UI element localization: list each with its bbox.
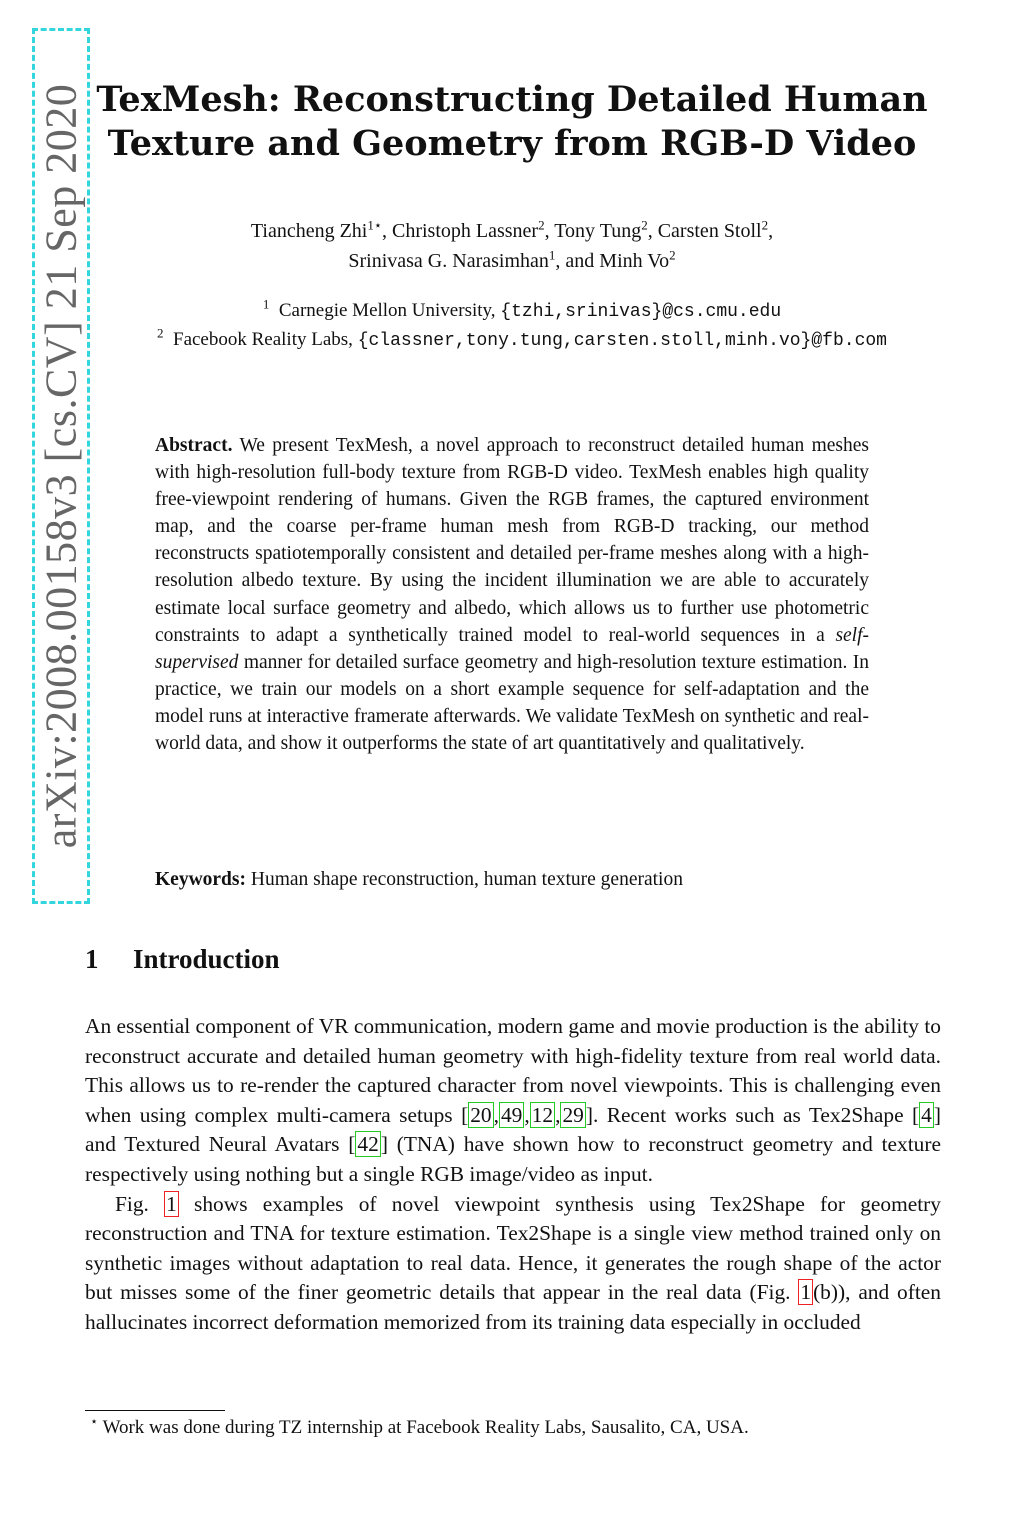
title-line-2: Texture and Geometry from RGB-D Video (107, 123, 917, 164)
affiliation-name: Facebook Reality Labs, (173, 329, 353, 350)
paragraph-text: ] and Textured Neural Avatars [ (85, 1102, 941, 1157)
affiliation-email[interactable]: {tzhi,srinivas}@cs.cmu.edu (500, 302, 782, 322)
author-list: Tiancheng Zhi$^{1⋆}$, Christoph Lassner$^2$, Tony Tung$^2$, Carsten Stoll$^2$, Srinivasa G. Narasimhan$^1$, and Minh Vo$^2$ (250, 217, 774, 272)
abstract-emphasis: self-supervised (155, 624, 870, 673)
affiliation-email[interactable]: {classner,tony.tung,carsten.stoll,minh.vo}@fb.com (357, 331, 887, 351)
paragraph-text: (b)), and often hallucinates incorrect deformation memorized from its training data especially in occluded (85, 1280, 941, 1334)
paper-title (90, 78, 934, 166)
figure-reference-link[interactable]: 1 (800, 1280, 812, 1305)
abstract-label: Abstract. (155, 435, 233, 456)
footnote-mark: ⋆ (90, 1413, 99, 1429)
citation-link[interactable]: 49 (500, 1102, 523, 1127)
citation-link[interactable]: 42 (357, 1132, 379, 1157)
author-name: Carsten Stoll (657, 220, 762, 242)
author-name: Srinivasa G. Narasimhan (348, 250, 549, 272)
author-mark: 1⋆ (367, 217, 382, 233)
author-name: Christoph Lassner (392, 220, 539, 242)
citation-link[interactable]: 12 (531, 1102, 554, 1127)
affiliation-number: 2 (157, 325, 164, 341)
author-name: Tony Tung (554, 220, 642, 242)
section-heading (85, 944, 280, 975)
author-name: Minh Vo (599, 250, 670, 272)
paragraph: An essential component of VR communication, modern game and movie production is the ability to reconstruct accurate and detailed human geometry with high-fidelity texture from real world data. This allows us to re-render the captured character from novel viewpoints. This is challenging even when using complex multi-camera setups [20,49,12,29]. Recent works such as Tex2Shape [4] and Textured Neural Avatars [42] (TNA) have shown how to reconstruct geometry and texture respectively using nothing but a single RGB image/video as input. (85, 1014, 941, 1186)
author-mark: 1 (548, 247, 556, 263)
paragraph-text: An essential component of VR communication, modern game and movie production is the ability to reconstruct accurate and detailed human geometry with high-fidelity texture from real world data. This allows us to re-render the captured character from novel viewpoints. This is challenging even when using complex multi-camera setups [ (85, 1014, 941, 1127)
paragraph-text: ]. Recent works such as Tex2Shape [ (585, 1102, 920, 1127)
paragraph-text: ] (TNA) have shown how to reconstruct geometry and texture respectively using nothing but a single RGB image/video as input. (85, 1132, 941, 1186)
paragraph-text: shows examples of novel viewpoint synthesis using Tex2Shape for geometry reconstruction and TNA for texture estimation. Tex2Shape is a single view method trained only on synthetic images without adaptation to real data. Hence, it generates the rough shape of the actor but misses some of the finer geometric details that appear in the real data (Fig. (85, 1191, 941, 1305)
author-mark: 2 (669, 247, 676, 263)
section-title: Introduction (133, 944, 280, 974)
title-line-1: TexMesh: Reconstructing Detailed Human (96, 79, 928, 120)
keywords (155, 866, 869, 893)
author-mark: 2 (641, 217, 648, 233)
affiliation-name: Carnegie Mellon University, (278, 300, 496, 321)
footnote-text: Work was done during TZ internship at Facebook Reality Labs, Sausalito, CA, USA. (102, 1417, 749, 1438)
abstract-text: manner for detailed surface geometry and high-resolution texture estimation. In practice, we train our models on a short example sequence for self-adaptation and the model runs at interactive framerate afterwards. We validate TexMesh on synthetic and real-world data, and show it outperforms the state of art quantitatively and qualitatively. (155, 651, 870, 755)
citation-link[interactable]: 4 (921, 1102, 932, 1127)
figure-reference-link[interactable]: 1 (166, 1191, 177, 1216)
footnote (90, 1413, 749, 1439)
citation-link[interactable]: 20 (470, 1102, 492, 1127)
author-mark: 2 (538, 217, 545, 233)
keywords-text: Human shape reconstruction, human texture generation (250, 869, 683, 890)
author-mark: 2 (761, 217, 769, 233)
keywords-label: Keywords: (155, 869, 246, 890)
arxiv-identifier: arXiv:2008.00158v3 [cs.CV] 21 Sep 2020 (36, 83, 86, 849)
affiliation-number: 1 (262, 296, 270, 312)
paragraph (85, 1190, 941, 1338)
abstract (155, 432, 869, 757)
affiliation-2 (90, 327, 954, 354)
paragraph-text: Fig. (115, 1191, 149, 1216)
affiliation-1 (90, 298, 954, 325)
abstract-text: We present TexMesh, a novel approach to reconstruct detailed human meshes with high-resolution full-body texture from RGB-D video. TexMesh enables high quality free-viewpoint rendering of humans. Given the RGB frames, the captured environment map, and the coarse per-frame human mesh from RGB-D tracking, our method reconstructs spatiotemporally consistent and detailed per-frame meshes along with a high-resolution albedo texture. By using the incident illumination we are able to accurately estimate local surface geometry and albedo, which allows us to further use photometric constraints to adapt a synthetically trained model to real-world sequences in a (155, 435, 869, 646)
footnote-divider (85, 1410, 225, 1411)
section-number: 1 (85, 944, 99, 974)
author-name: Tiancheng Zhi (250, 220, 368, 242)
introduction-body (85, 1012, 941, 1338)
citation-link[interactable]: 29 (562, 1102, 584, 1127)
